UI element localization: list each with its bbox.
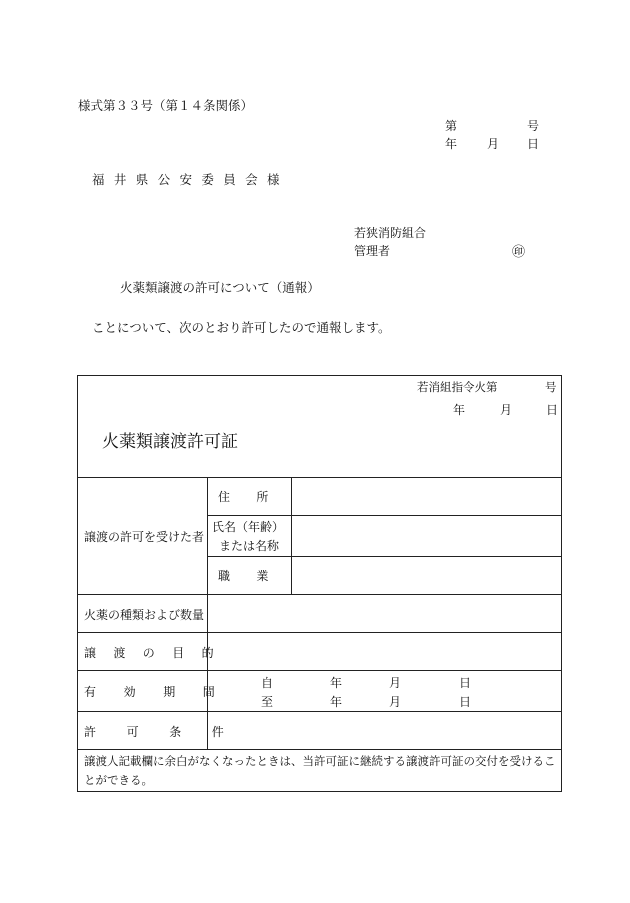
- doc-date-year: 年: [445, 137, 458, 151]
- issue-number-suffix: 号: [545, 380, 557, 394]
- divider: [207, 477, 208, 749]
- certificate-title: 火薬類譲渡許可証: [102, 432, 238, 452]
- divider: [78, 477, 561, 478]
- period-to-day: 日: [459, 695, 472, 709]
- issue-number-prefix: 若消組指令火第: [417, 380, 498, 394]
- sender-org: 若狭消防組合: [354, 226, 427, 240]
- period-from-year: 年: [330, 676, 343, 690]
- divider: [78, 632, 561, 633]
- divider: [291, 477, 292, 594]
- grantee-label: 譲渡の許可を受けた者: [84, 530, 205, 544]
- divider: [78, 749, 561, 750]
- doc-number-prefix: 第: [445, 119, 458, 133]
- period-from-month: 月: [389, 676, 402, 690]
- doc-date-month: 月: [487, 137, 500, 151]
- doc-date-day: 日: [527, 137, 540, 151]
- period-to-year: 年: [330, 695, 343, 709]
- divider: [207, 515, 561, 516]
- divider: [78, 711, 561, 712]
- footnote-line2: とができる。: [84, 773, 153, 787]
- period-from: 自: [261, 676, 274, 690]
- period-from-day: 日: [459, 676, 472, 690]
- name-label-line2: または名称: [219, 539, 280, 553]
- permit-certificate: [77, 375, 562, 792]
- period-to: 至: [261, 695, 274, 709]
- seal-mark: ㊞: [512, 245, 526, 260]
- issue-date-year: 年: [453, 403, 466, 417]
- period-to-month: 月: [389, 695, 402, 709]
- issue-date-day: 日: [546, 403, 559, 417]
- purpose-label: 譲渡の目的: [84, 646, 232, 660]
- divider: [207, 556, 561, 557]
- conditions-label: 許可条件: [84, 725, 255, 739]
- occupation-label: 職 業: [218, 569, 276, 583]
- form-number: 様式第３３号（第１４条関係）: [78, 98, 254, 113]
- divider: [78, 594, 561, 595]
- name-label-line1: 氏名（年齢）: [212, 520, 285, 534]
- footnote-line1: 譲渡人記載欄に余白がなくなったときは、当許可証に継続する譲渡許可証の交付を受けるこ: [84, 754, 556, 768]
- addressee: 福井県公安委員会様: [92, 172, 289, 187]
- doc-number-suffix: 号: [527, 119, 540, 133]
- divider: [78, 670, 561, 671]
- period-label: 有効期間: [84, 685, 243, 699]
- issue-date-month: 月: [500, 403, 513, 417]
- explosives-label: 火薬の種類および数量: [84, 608, 205, 622]
- body-text: ことについて、次のとおり許可したので通報します。: [92, 320, 391, 335]
- subject: 火薬類譲渡の許可について（通報）: [120, 280, 320, 295]
- address-label: 住 所: [218, 490, 276, 504]
- sender-title: 管理者: [354, 244, 391, 258]
